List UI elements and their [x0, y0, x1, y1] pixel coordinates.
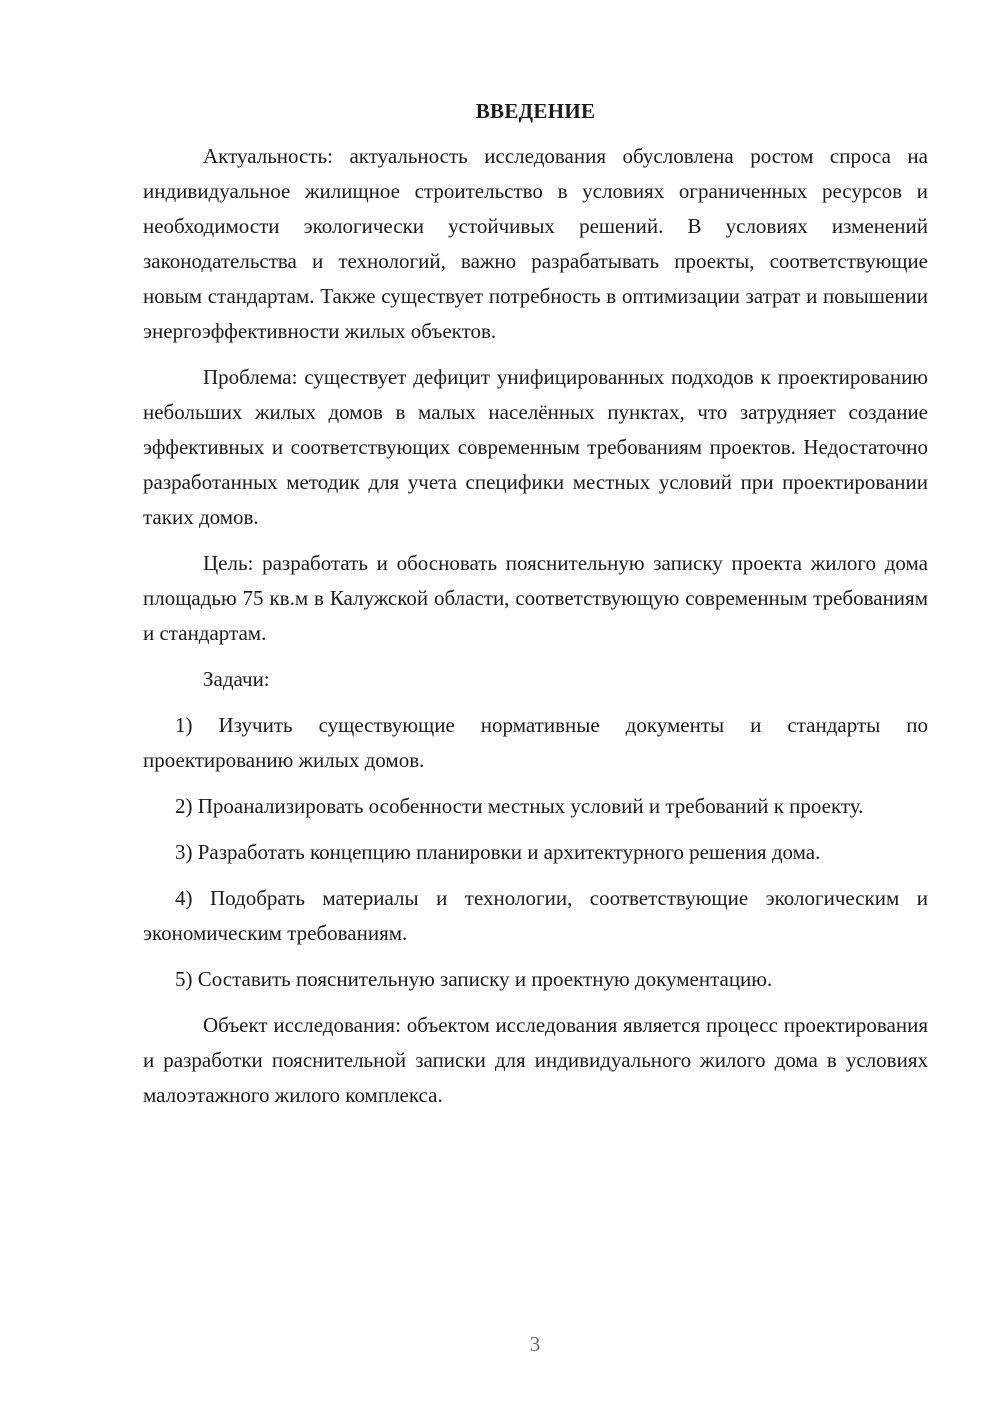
paragraph-object: Объект исследования: объектом исследования является процесс проектирования и разработки пояснительной записки для индивидуального жилого дома в условиях малоэтажного жилого комплекса.	[143, 1013, 928, 1107]
paragraph-problem: Проблема: существует дефицит унифицированных подходов к проектированию небольших жилых домов в малых населённых пунктах, что затрудняет создание эффективных и соответствующих современным требованиям проектов. Недостаточно разработанных методик для учета специфики местных условий при проектировании таких домов.	[143, 365, 928, 529]
task-item: 4) Подобрать материалы и технологии, соответствующие экологическим и экономическим требованиям.	[143, 886, 928, 945]
task-item: 1) Изучить существующие нормативные документы и стандарты по проектированию жилых домов.	[143, 713, 928, 772]
paragraph-goal: Цель: разработать и обосновать пояснительную записку проекта жилого дома площадью 75 кв.м в Калужской области, соответствующую современным требованиям и стандартам.	[143, 551, 928, 645]
page-title: ВВЕДЕНИЕ	[475, 99, 596, 123]
task-item: 2) Проанализировать особенности местных условий и требований к проекту.	[175, 794, 864, 818]
task-item: 3) Разработать концепцию планировки и архитектурного решения дома.	[175, 840, 821, 864]
page-number: 3	[529, 1332, 541, 1356]
tasks-heading: Задачи:	[203, 667, 270, 691]
task-item: 5) Составить пояснительную записку и проектную документацию.	[175, 967, 773, 991]
paragraph-relevance: Актуальность: актуальность исследования обусловлена ростом спроса на индивидуальное жилищное строительство в условиях ограниченных ресурсов и необходимости экологически устойчивых решений. В условиях изменений законодательства и технологий, важно разрабатывать проекты, соответствующие новым стандартам. Также существует потребность в оптимизации затрат и повышении энергоэффективности жилых объектов.	[143, 144, 928, 343]
document-page	[143, 96, 928, 1124]
